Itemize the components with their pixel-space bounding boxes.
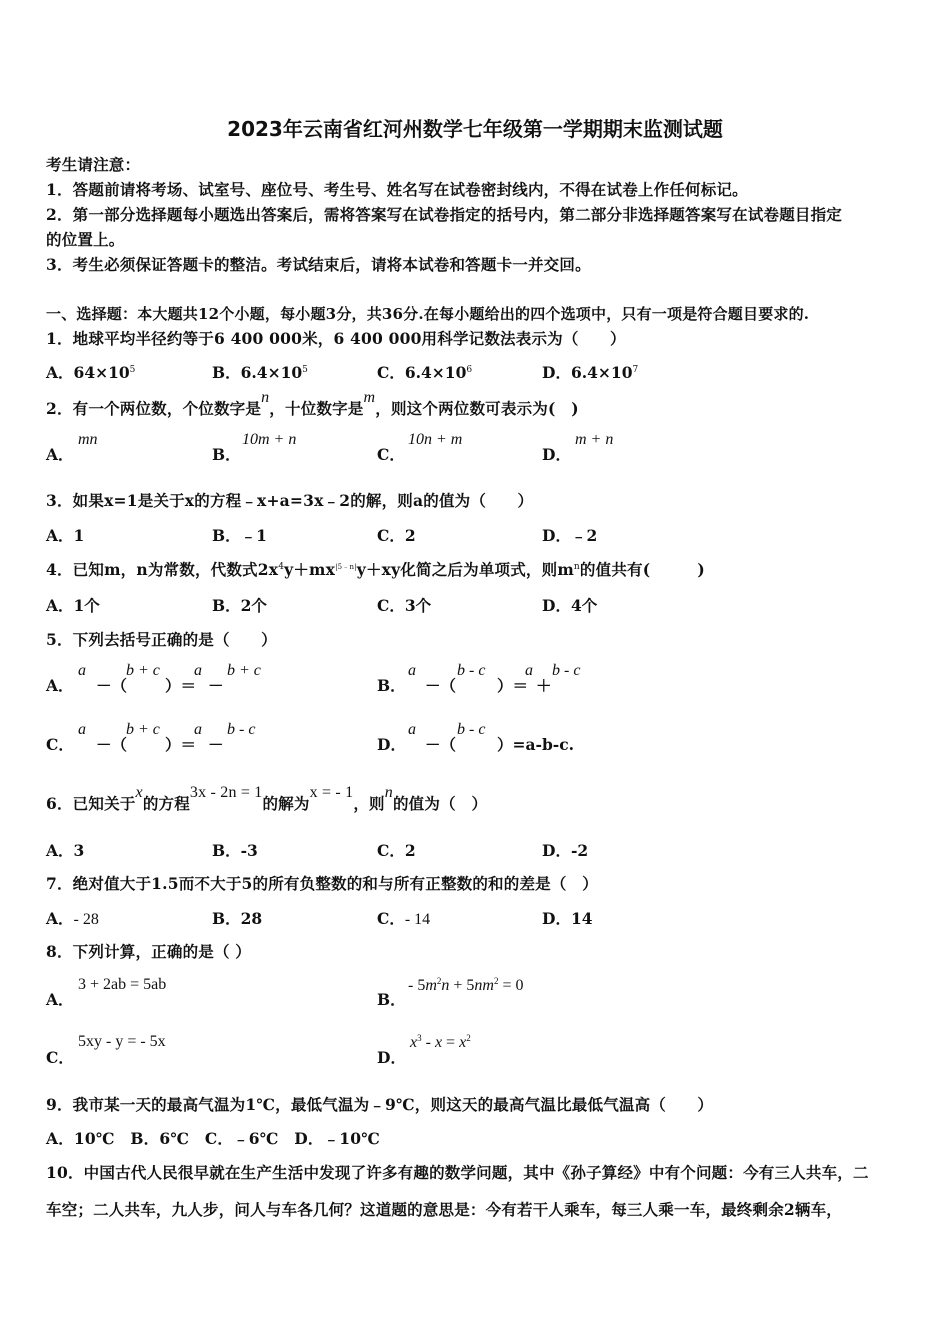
q5-a-expr: a	[78, 662, 86, 679]
q5-a-expr: b + c	[126, 662, 160, 679]
q6-option-d: D．-2	[542, 841, 589, 860]
q5-a-expr: a	[194, 662, 202, 679]
q5-b-paren: －（	[425, 676, 457, 695]
notice-heading: 考生请注意：	[46, 155, 141, 174]
q5-option-a: A．	[46, 676, 74, 695]
q5-c-expr: a	[78, 721, 86, 738]
q5-a-close: ）＝	[165, 676, 197, 695]
q6-option-a: A．3	[46, 841, 85, 860]
question-8-stem: 8．下列计算，正确的是（ ）	[46, 942, 251, 961]
q5-option-c: C．	[46, 735, 74, 754]
q8-option-b: B．	[377, 990, 406, 1009]
q1-option-d: D．$6.4\times 10^7$	[542, 363, 639, 382]
q7-option-c: C．- 14	[377, 909, 431, 928]
q8-option-a: A．	[46, 990, 74, 1009]
q1-option-b: B．$6.4\times 10^5$	[212, 363, 308, 382]
q2-option-b: B．	[212, 445, 241, 464]
question-3-stem: 3．如果x=1是关于x的方程﹣x+a=3x﹣2的解，则a的值为（ ）	[46, 491, 534, 510]
q5-a-expr: b + c	[227, 662, 261, 679]
q5-a-op: －	[208, 676, 224, 695]
question-10-stem-cont: 车空；二人共车，九人步，问人与车各几何？这道题的意思是：今有若干人乘车，每三人乘一车，最终剩余2辆车，	[46, 1200, 842, 1219]
q2-option-c-expr: 10n + m	[408, 431, 463, 448]
q5-c-op: －	[208, 735, 224, 754]
question-9-stem: 9．我市某一天的最高气温为1℃，最低气温为﹣9℃，则这天的最高气温比最低气温高（ ）	[46, 1095, 714, 1114]
q5-b-expr: a	[408, 662, 416, 679]
q3-option-c: C．2	[377, 526, 416, 545]
q8-option-b-expr: - $5m^2n + 5nm^2 = 0$	[408, 976, 524, 994]
q5-b-expr: b - c	[552, 662, 581, 679]
q2-option-a: A．	[46, 445, 74, 464]
q5-c-close: ）＝	[165, 735, 197, 754]
q5-d-paren: －（	[425, 735, 457, 754]
q5-d-close: ）=a-b-c.	[497, 735, 575, 754]
q8-option-c-expr: 5xy - y = - 5x	[78, 1033, 166, 1050]
q8-option-a-expr: 3 + 2ab = 5ab	[78, 976, 167, 993]
q7-option-d: D．14	[542, 909, 593, 928]
q5-a-paren: －（	[96, 676, 128, 695]
q2-option-d-expr: m + n	[575, 431, 614, 448]
q3-option-d: D．﹣2	[542, 526, 598, 545]
q1-option-a: A．$64\times 10^5$	[46, 363, 136, 382]
question-10-stem: 10．中国古代人民很早就在生产生活中发现了许多有趣的数学问题，其中《孙子算经》中有个问题：今有三人共车，二	[46, 1163, 869, 1182]
q3-option-a: A．1	[46, 526, 85, 545]
q4-option-c: C．3个	[377, 596, 432, 615]
q4-option-b: B．2个	[212, 596, 267, 615]
q3-option-b: B．﹣1	[212, 526, 267, 545]
q6-option-b: B．-3	[212, 841, 258, 860]
notice-item: 3．考生必须保证答题卡的整洁。考试结束后，请将本试卷和答题卡一并交回。	[46, 255, 591, 274]
q8-option-c: C．	[46, 1048, 74, 1067]
q2-option-b-expr: 10m + n	[242, 431, 297, 448]
q5-c-expr: a	[194, 721, 202, 738]
section-heading: 一、选择题：本大题共12个小题，每小题3分，共36分.在每小题给出的四个选项中，只有一项是符合题目要求的.	[46, 305, 810, 323]
question-1-stem: 1．地球平均半径约等于6 400 000米，6 400 000用科学记数法表示为（ ）	[46, 329, 626, 348]
q6-option-c: C．2	[377, 841, 416, 860]
notice-item: 2．第一部分选择题每小题选出答案后，需将答案写在试卷指定的括号内，第二部分非选择题答案写在试卷题目指定	[46, 205, 842, 224]
question-5-stem: 5．下列去括号正确的是（ ）	[46, 630, 277, 649]
question-4-stem: 4．已知m，n为常数，代数式$2x^4y+mx^{|5﹣n|}y+xy$化简之后为单项式，则$m^n$的值共有( )	[46, 560, 705, 579]
q5-d-expr: b - c	[457, 721, 486, 738]
q5-b-expr: b - c	[457, 662, 486, 679]
question-7-stem: 7．绝对值大于1.5而不大于5的所有负整数的和与所有正整数的和的差是（ ）	[46, 874, 598, 893]
q9-options: A．10℃ B．6℃ C．﹣6℃ D．﹣10℃	[46, 1129, 381, 1148]
q5-option-b: B．	[377, 676, 406, 695]
q5-b-close: ）＝	[497, 676, 529, 695]
notice-item: 的位置上。	[46, 230, 125, 249]
q4-option-a: A．1个	[46, 596, 100, 615]
q8-option-d: D．	[377, 1048, 406, 1067]
q5-b-op: ＋	[536, 676, 552, 695]
q1-option-c: C．$6.4\times 10^6$	[377, 363, 473, 382]
q7-option-b: B．28	[212, 909, 263, 928]
question-6-stem: 6．已知关于x的方程3x - 2n = 1的解为x = - 1，则n的值为（ ）	[46, 784, 488, 813]
q5-c-expr: b + c	[126, 721, 160, 738]
q5-c-expr: b - c	[227, 721, 256, 738]
q5-c-paren: －（	[96, 735, 128, 754]
notice-item: 1．答题前请将考场、试室号、座位号、考生号、姓名写在试卷密封线内，不得在试卷上作任何标记。	[46, 180, 748, 199]
q2-option-a-expr: mn	[78, 431, 98, 448]
q4-option-d: D．4个	[542, 596, 598, 615]
q7-option-a: A．- 28	[46, 909, 99, 928]
q5-b-expr: a	[525, 662, 533, 679]
q5-option-d: D．	[377, 735, 406, 754]
q2-option-d: D．	[542, 445, 571, 464]
q5-d-expr: a	[408, 721, 416, 738]
q8-option-d-expr: $x^3 - x = x^2$	[410, 1033, 471, 1051]
question-2-stem: 2．有一个两位数，个位数字是n，十位数字是m，则这个两位数可表示为( )	[46, 389, 579, 418]
page-title: 2023年云南省红河州数学七年级第一学期期末监测试题	[227, 117, 723, 141]
q2-option-c: C．	[377, 445, 405, 464]
